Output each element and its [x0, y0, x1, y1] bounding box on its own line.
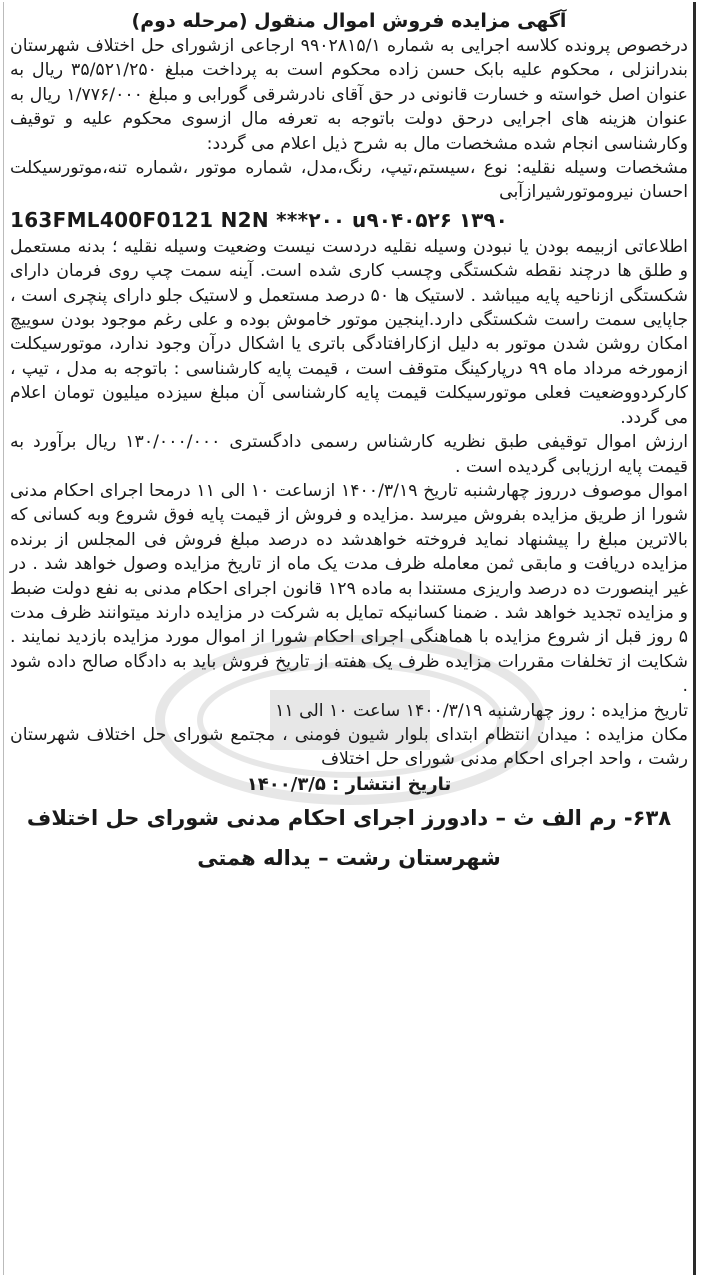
- vehicle-specs: مشخصات وسیله نقلیه: نوع ،سیستم،تیپ، رنگ،مدل، شماره موتور ،شماره تنه،موتورسیکلت احسان نیروموتورشیرازآبی: [10, 158, 688, 203]
- vehicle-identifiers: 163FML400F0121 N2N ***۲۰۰ u۹۰۴۰۵۲۶ ۱۳۹۰: [10, 207, 508, 232]
- valuation-paragraph: ارزش اموال توقیفی طبق نظریه کارشناس رسمی دادگستری ۱۳۰/۰۰۰/۰۰۰ ریال برآورد به قیمت پایه ارزیابی گردیده است .: [10, 432, 688, 477]
- auction-date: تاریخ مزایده : روز چهارشنبه ۱۴۰۰/۳/۱۹ ساعت ۱۰ الی ۱۱: [275, 700, 688, 721]
- auction-place: مکان مزایده : میدان انتظام ابتدای بلوار شیون فومنی ، مجتمع شورای حل اختلاف شهرستان رشت ، واحد اجرای احکام مدنی شورای حل اختلاف: [10, 724, 688, 770]
- case-intro-paragraph: درخصوص پرونده کلاسه اجرایی به شماره ۹۹۰۲۸۱۵/۱ ارجاعی ازشورای حل اختلاف شهرستان بندرانزلی ، محکوم علیه بابک حسن زاده محکوم است به پرداخت مبلغ ۳۵/۵۲۱/۲۵۰ ریال به عنوان اصل خواسته و خسارت قانونی در حق آقای نادرشرقی گورابی و مبلغ ۱/۷۷۶/۰۰۰ ریال به عنوان هزینه های اجرایی درحق دولت باتوجه به تعرفه مال ازسوی محکوم علیه و توقیف وکارشناسی انجام شده مشخصات مال به شرح ذیل اعلام می گردد:: [10, 36, 688, 154]
- signature-line-2: شهرستان رشت – یداله همتی: [197, 845, 501, 870]
- auction-notice: [10, 8, 688, 878]
- auction-terms-paragraph: اموال موصوف درروز چهارشنبه تاریخ ۱۴۰۰/۳/۱۹ ازساعت ۱۰ الی ۱۱ درمحا اجرای احکام مدنی شورا از طریق مزایده بفروش میرسد .مزایده و فروش از قیمت پایه فوق شروع وبه کسانی که بالاترین مبلغ را پیشنهاد نماید فروخته خواهدشد ده درصد مبلغ فروش فی المجلس از برنده مزایده دریافت و مابقی ثمن معامله ظرف مدت یک ماه از تاریخ مزایده وصول خواهد شد . در غیر اینصورت ده درصد واریزی مستندا به ماده ۱۲۹ قانون اجرای احکام مدنی به نفع دولت ضبط و مزایده تجدید خواهد شد . ضمنا کسانیکه تمایل به شرکت در مزایده دارند میتوانند ظرف مدت ۵ روز قبل از شروع مزایده با هماهنگی اجرای احکام شورا از اموال مورد مزایده بازدید نمایند . شکایت از تخلفات مقررات مزایده ظرف یک هفته از تاریخ فروش باید به دادگاه صالح داده شود .: [10, 480, 688, 697]
- vehicle-condition-paragraph: اطلاعاتی ازبیمه بودن یا نبودن وسیله نقلیه دردست نیست وضعیت وسیله نقلیه ؛ بدنه مستعمل و طلق ها درچند نقطه شکستگی وچسب کاری شده است. آینه سمت چپ روی فرمان دارای شکستگی ازناحیه پایه میباشد . لاستیک ها ۵۰ درصد مستعمل و لاستیک جلو دارای پنچری است ، جاپایی سمت راست شکستگی دارد.اینجین موتور خاموش بوده و علی رغم موجود بودن سوییچ امکان روشن شدن موتور به دلیل ازکارافتادگی باتری یا اشکال درآن وجود ندارد، موتورسیکلت ازمورخه مرداد ماه ۹۹ درپارکینگ متوقف است ، قیمت پایه کارشناسی : باتوجه به مدل ، تیپ ، کارکردووضعیت فعلی موتورسیکلت قیمت پایه کارشناسی آن مبلغ سیزده میلیون تومان اعلام می گردد.: [10, 236, 688, 428]
- notice-title: آگهی مزایده فروش اموال منقول (مرحله دوم): [131, 10, 567, 32]
- signature-line-1: ۶۳۸- رم الف ث – دادورز اجرای احکام مدنی شورای حل اختلاف: [26, 805, 672, 830]
- publish-date: تاریخ انتشار : ۱۴۰۰/۳/۵: [246, 773, 452, 795]
